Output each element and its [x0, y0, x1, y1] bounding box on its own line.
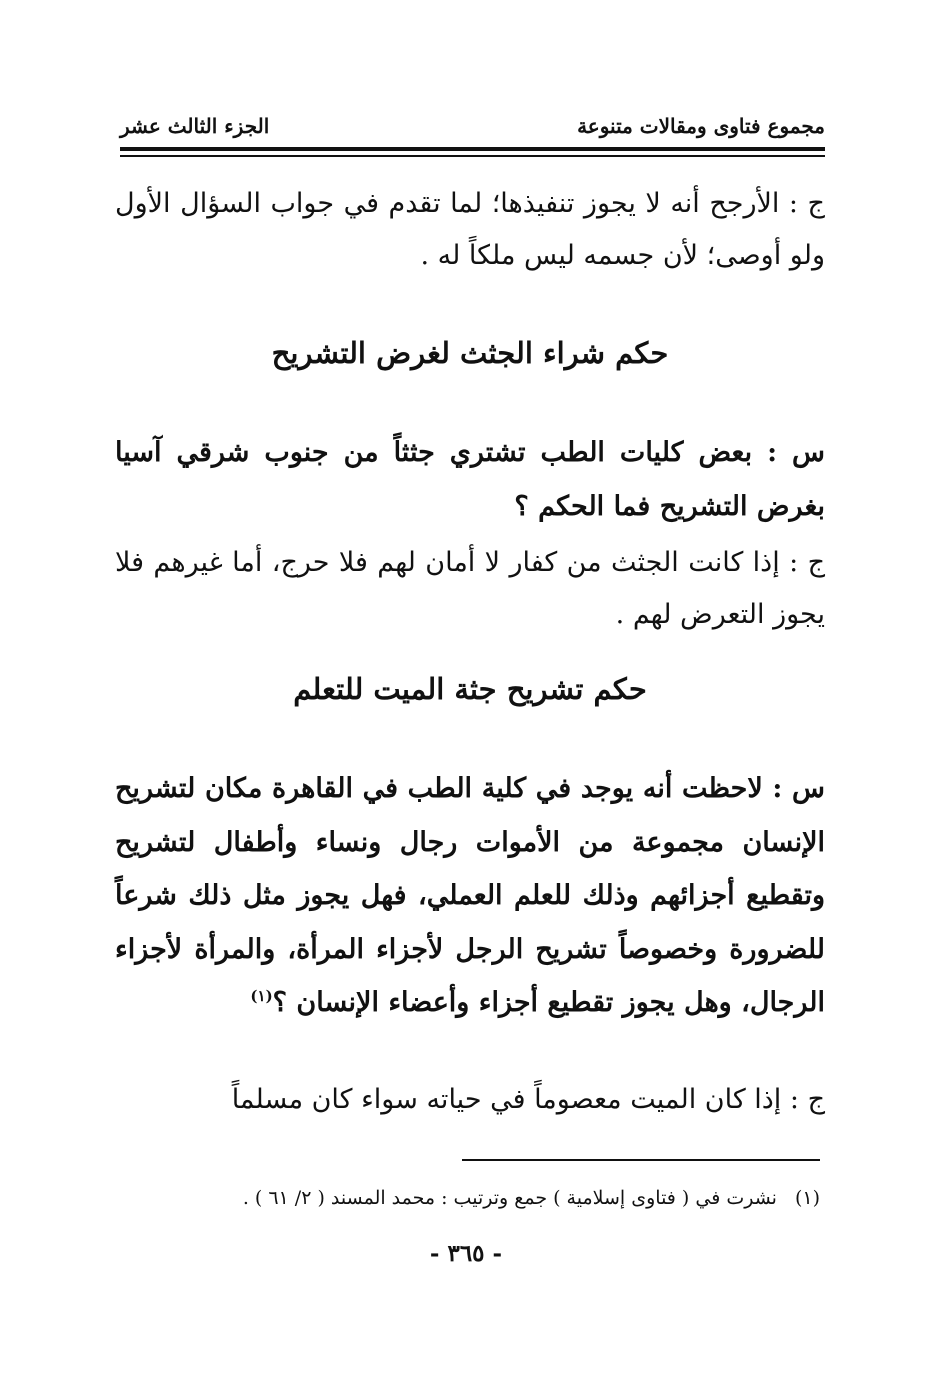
section-heading-2: حكم تشريح جثة الميت للتعلم [293, 672, 647, 706]
running-header [120, 110, 825, 144]
section-heading-1: حكم شراء الجثث لغرض التشريح [271, 336, 669, 370]
question-paragraph-2 [115, 762, 893, 1030]
footnote-number: (١) [794, 1187, 820, 1209]
question-text: س : لاحظت أنه يوجد في كلية الطب في القاهرة مكان لتشريح الإنسان مجموعة من الأموات رجال ونساء وأطفال لتشريح وتقطيع أجزائهم وذلك للعلم العملي، فهل يجوز مثل ذلك شرعاً للضرورة وخصوصاً تشريح الرجل لأجزاء المرأة، والمرأة لأجزاء الرجال، وهل يجوز تقطيع أجزاء وأعضاء الإنسان ؟ [115, 773, 825, 1018]
answer-paragraph-1: ج : الأرجح أنه لا يجوز تنفيذها؛ لما تقدم في جواب السؤال الأول ولو أوصى؛ لأن جسمه ليس ملكاً له . [115, 188, 825, 271]
header-rule-thin [120, 155, 825, 157]
footnote-text: نشرت في ( فتاوى إسلامية ) جمع وترتيب : محمد المسند ( ٢/ ٦١ ) . [242, 1187, 777, 1209]
answer-paragraph-2: ج : إذا كانت الجثث من كفار لا أمان لهم فلا حرج، أما غيرهم فلا يجوز التعرض لهم . [115, 547, 825, 630]
header-rule-thick [120, 147, 825, 151]
volume-label: الجزء الثالث عشر [120, 114, 270, 138]
footnote-reference: (١) [250, 987, 273, 1005]
footnote-separator [462, 1159, 820, 1161]
book-title: مجموع فتاوى ومقالات متنوعة [577, 114, 825, 138]
answer-paragraph-3: ج : إذا كان الميت معصوماً في حياته سواء كان مسلماً [231, 1084, 825, 1115]
footnote [115, 1187, 820, 1209]
question-paragraph-1: س : بعض كليات الطب تشتري جثثاً من جنوب شرقي آسيا بغرض التشريح فما الحكم ؟ [115, 437, 825, 522]
page-number: - ٣٦٥ - [429, 1240, 503, 1267]
